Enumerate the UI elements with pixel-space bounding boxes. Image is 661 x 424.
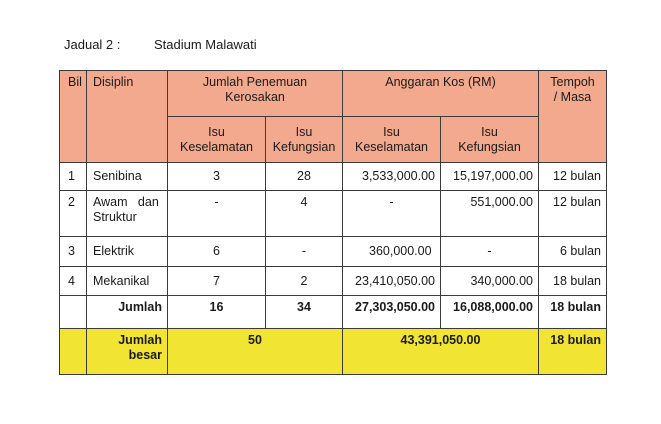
jumlah-tempoh: 18 bulan bbox=[539, 296, 607, 329]
header-jumlah-penemuan-line2: Kerosakan bbox=[225, 90, 285, 104]
subheader-line2: Keselamatan bbox=[180, 139, 253, 154]
jumlah-label: Jumlah bbox=[87, 296, 168, 329]
header-tempoh-line1: Tempoh bbox=[550, 75, 595, 89]
jumlah-penemuan-kefungsian: 34 bbox=[266, 296, 343, 329]
cell-disiplin-line2: Struktur bbox=[93, 210, 137, 224]
cell-disiplin: Senibina bbox=[87, 163, 168, 191]
cell-tempoh: 18 bulan bbox=[539, 267, 607, 296]
subheader-kos-kefungsian bbox=[441, 117, 539, 163]
cell-kos-kefungsian: - bbox=[441, 237, 539, 267]
cell-bil: 2 bbox=[60, 191, 87, 237]
header-tempoh bbox=[539, 71, 607, 163]
cell-penemuan-kefungsian: 2 bbox=[266, 267, 343, 296]
table-caption bbox=[64, 37, 257, 52]
header-row-top bbox=[60, 71, 607, 117]
header-disiplin: Disiplin bbox=[87, 71, 168, 163]
jumlah-besar-label bbox=[87, 329, 168, 375]
cell-kos-kefungsian: 15,197,000.00 bbox=[441, 163, 539, 191]
jumlah-besar-row bbox=[60, 329, 607, 375]
cell-kos-keselamatan: 23,410,050.00 bbox=[343, 267, 441, 296]
jumlah-besar-label-line1: Jumlah bbox=[118, 333, 162, 347]
jumlah-besar-tempoh: 18 bulan bbox=[539, 329, 607, 375]
table-row bbox=[60, 267, 607, 296]
subheader-kos-keselamatan bbox=[343, 117, 441, 163]
jumlah-row bbox=[60, 296, 607, 329]
jumlah-kos-keselamatan: 27,303,050.00 bbox=[343, 296, 441, 329]
jumlah-besar-kos: 43,391,050.00 bbox=[343, 329, 539, 375]
subheader-line1: Isu bbox=[383, 124, 400, 139]
caption-label: Jadual 2 : bbox=[64, 37, 121, 52]
cell-bil: 1 bbox=[60, 163, 87, 191]
cell-kos-keselamatan: 3,533,000.00 bbox=[343, 163, 441, 191]
header-bil: Bil bbox=[60, 71, 87, 163]
jumlah-penemuan-keselamatan: 16 bbox=[168, 296, 266, 329]
jumlah-besar-label-line2: besar bbox=[128, 348, 162, 362]
cell-tempoh: 12 bulan bbox=[539, 191, 607, 237]
cell-kos-kefungsian: 551,000.00 bbox=[441, 191, 539, 237]
table-row bbox=[60, 191, 607, 237]
cell-kos-keselamatan: 360,000.00 bbox=[343, 237, 441, 267]
table-row bbox=[60, 163, 607, 191]
header-jumlah-penemuan-line1: Jumlah Penemuan bbox=[202, 75, 308, 89]
subheader-line1: Isu bbox=[208, 124, 225, 139]
cell-bil: 3 bbox=[60, 237, 87, 267]
cell-kos-kefungsian: 340,000.00 bbox=[441, 267, 539, 296]
caption-title: Stadium Malawati bbox=[154, 37, 257, 52]
header-anggaran-kos: Anggaran Kos (RM) bbox=[343, 71, 539, 117]
cell-tempoh: 6 bulan bbox=[539, 237, 607, 267]
subheader-line2: Kefungsian bbox=[458, 139, 521, 154]
cell-disiplin: Mekanikal bbox=[87, 267, 168, 296]
header-jumlah-penemuan bbox=[168, 71, 343, 117]
jumlah-kos-kefungsian: 16,088,000.00 bbox=[441, 296, 539, 329]
cell-penemuan-kefungsian: 28 bbox=[266, 163, 343, 191]
cell-bil-empty bbox=[60, 296, 87, 329]
subheader-penemuan-kefungsian bbox=[266, 117, 343, 163]
cell-penemuan-keselamatan: 7 bbox=[168, 267, 266, 296]
cell-disiplin-line1: Awam dan bbox=[93, 195, 159, 209]
cell-penemuan-keselamatan: 3 bbox=[168, 163, 266, 191]
header-tempoh-line2: / Masa bbox=[553, 90, 592, 104]
cell-penemuan-kefungsian: 4 bbox=[266, 191, 343, 237]
subheader-line1: Isu bbox=[481, 124, 498, 139]
subheader-penemuan-keselamatan bbox=[168, 117, 266, 163]
cell-disiplin bbox=[87, 191, 168, 237]
jumlah-besar-penemuan: 50 bbox=[168, 329, 343, 375]
cell-penemuan-keselamatan: 6 bbox=[168, 237, 266, 267]
subheader-line1: Isu bbox=[295, 124, 313, 139]
cost-table bbox=[59, 70, 607, 375]
cell-penemuan-keselamatan: - bbox=[168, 191, 266, 237]
cell-tempoh: 12 bulan bbox=[539, 163, 607, 191]
cell-bil-empty bbox=[60, 329, 87, 375]
subheader-line2: Keselamatan bbox=[355, 139, 428, 154]
cell-kos-keselamatan: - bbox=[343, 191, 441, 237]
subheader-line2: Kefungsian bbox=[272, 139, 336, 154]
table-row bbox=[60, 237, 607, 267]
cell-penemuan-kefungsian: - bbox=[266, 237, 343, 267]
cell-bil: 4 bbox=[60, 267, 87, 296]
cell-disiplin: Elektrik bbox=[87, 237, 168, 267]
